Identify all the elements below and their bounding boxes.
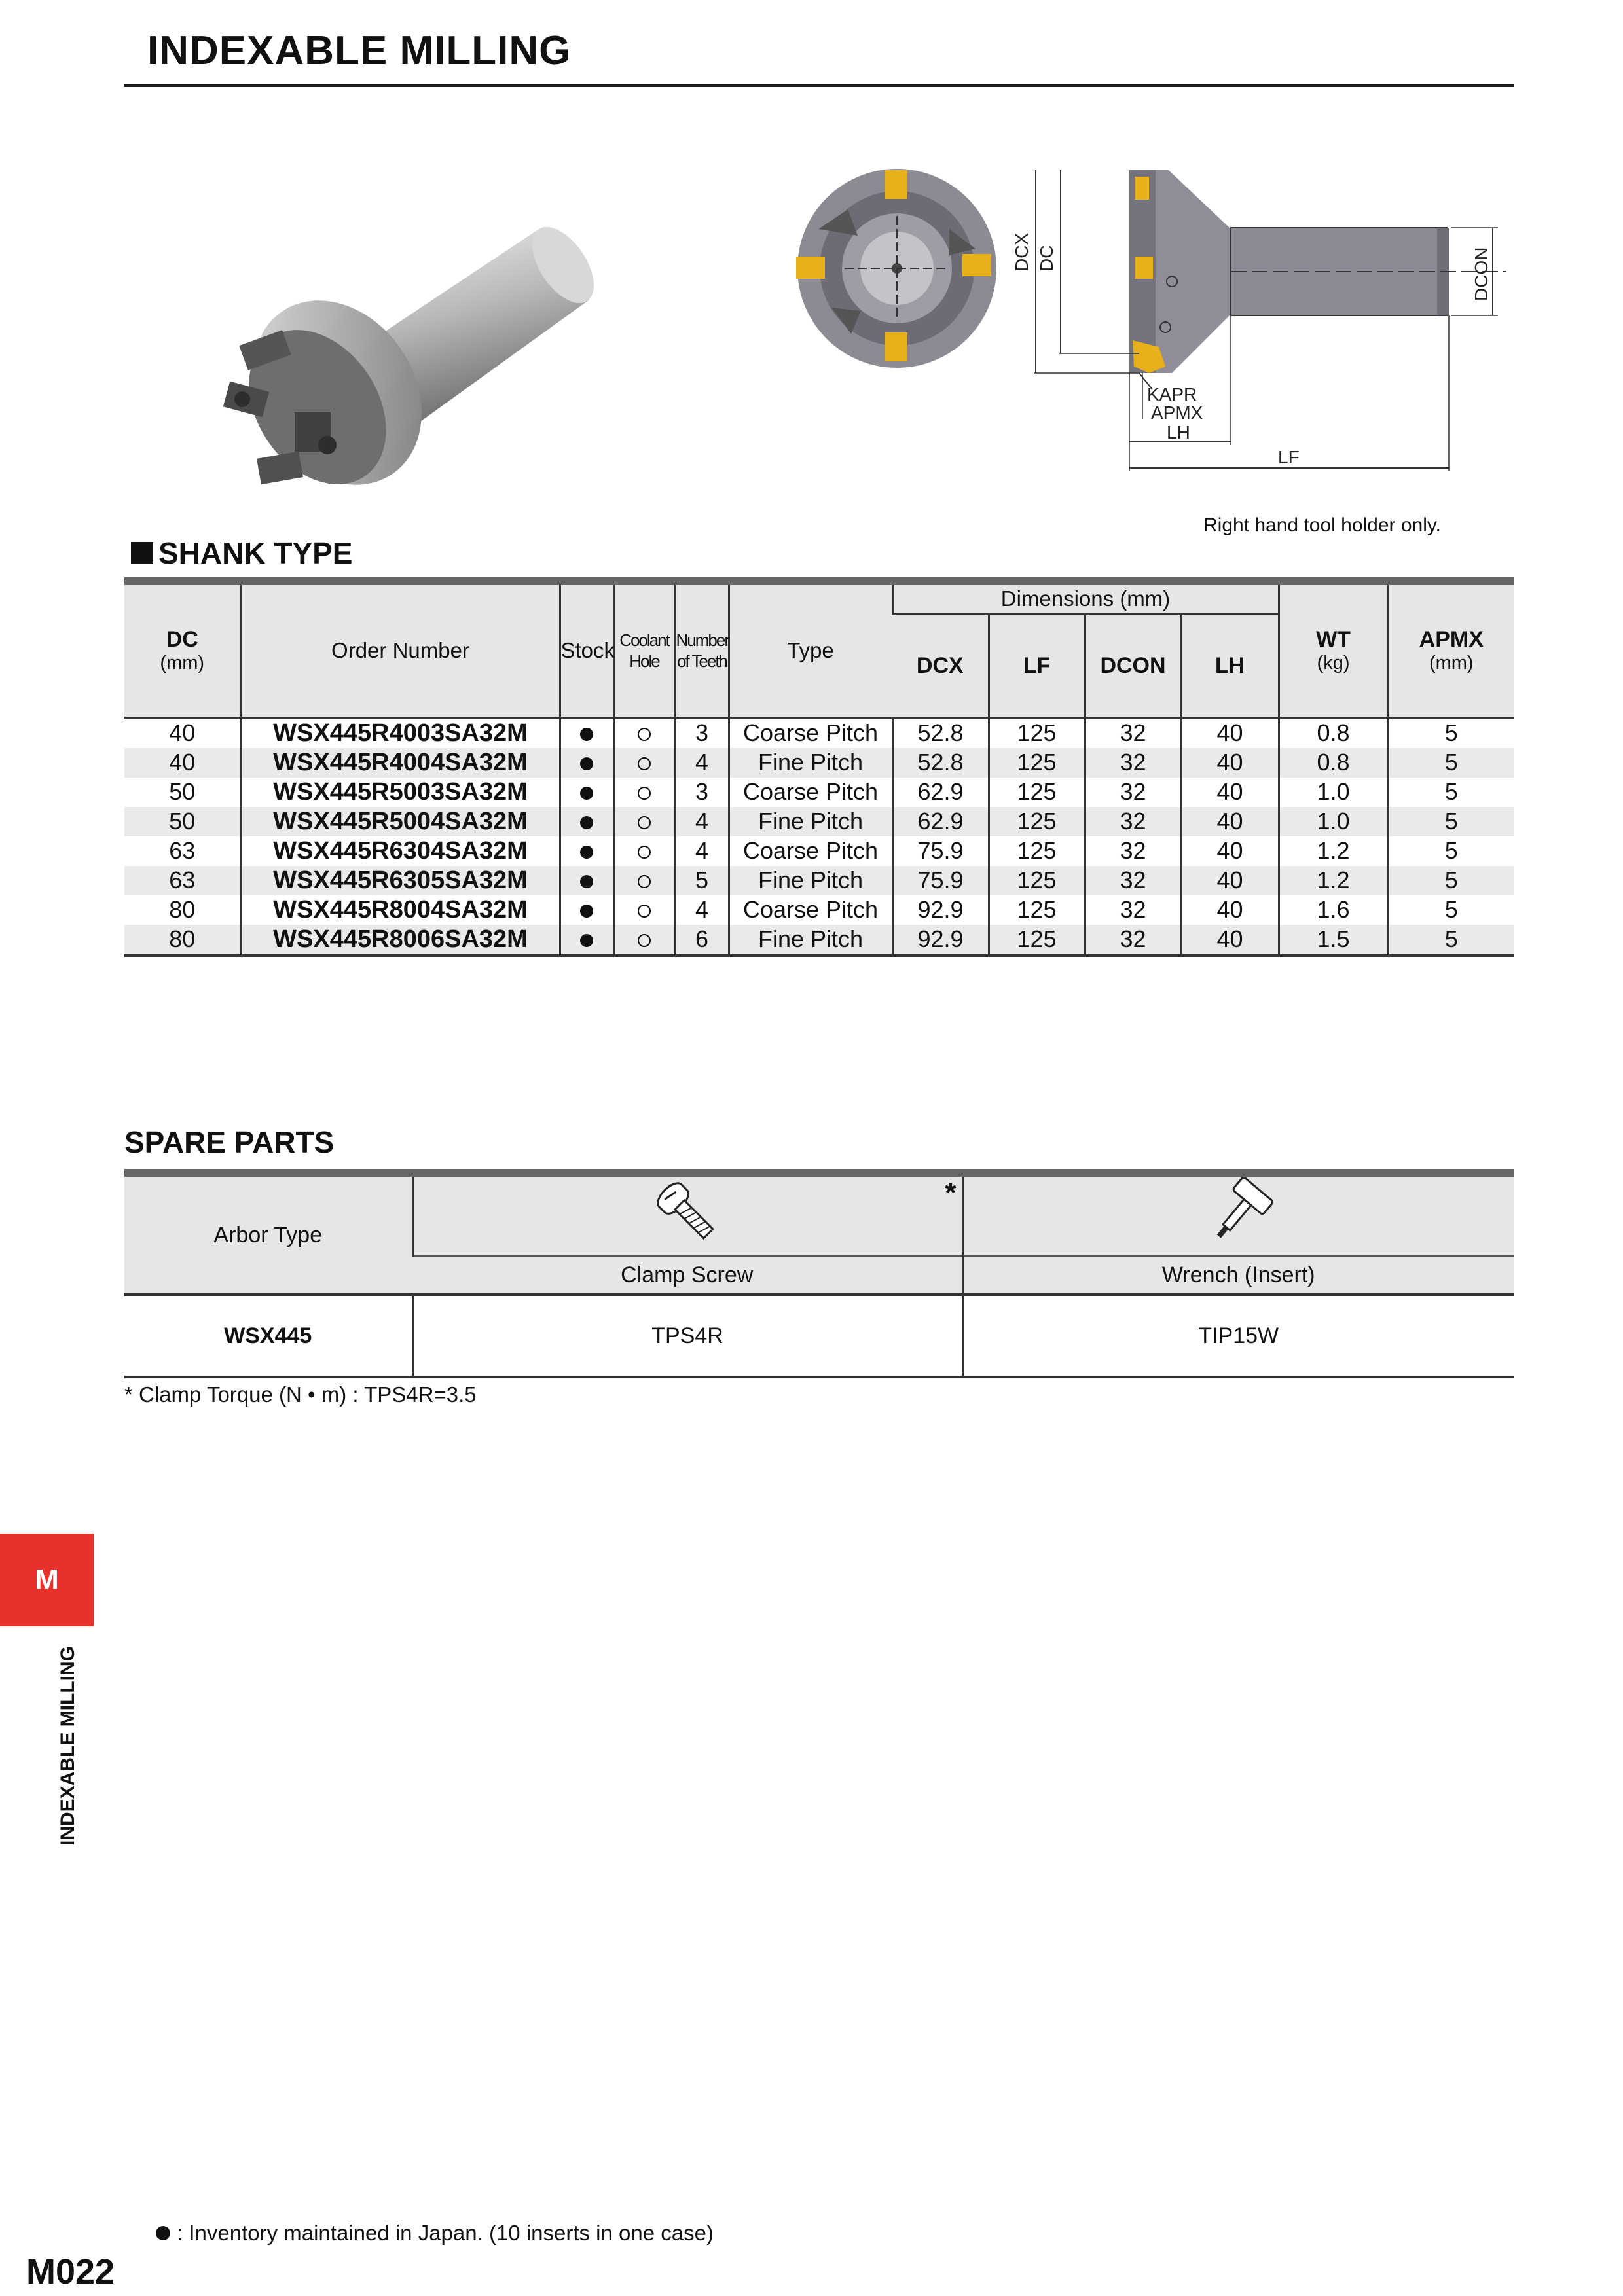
table-row: 80 WSX445R8006SA32M 6 Fine Pitch 92.9 125 32 40 1.5 5 [124, 925, 1514, 956]
wrench-image-cell [962, 1173, 1514, 1256]
coolant-circle-icon [638, 905, 651, 918]
section-square-icon [131, 542, 153, 564]
table-row [124, 1295, 1514, 1377]
shank-title-text: SHANK TYPE [158, 536, 353, 570]
col-dcx: DCX [892, 614, 989, 717]
page-title: INDEXABLE MILLING [147, 28, 572, 73]
stock-dot-icon [580, 816, 593, 829]
title-rule [124, 84, 1514, 87]
label-lh: LH [1167, 422, 1190, 442]
stock-dot-icon [580, 846, 593, 859]
col-teeth: Number of Teeth [675, 581, 729, 717]
label-kapr: KAPR [1147, 384, 1197, 404]
stock-dot-icon [156, 2226, 170, 2240]
side-view-drawing [1008, 157, 1532, 484]
table-row: 50 WSX445R5003SA32M 3 Coarse Pitch 62.9 125 32 40 1.0 5 [124, 778, 1514, 807]
coolant-circle-icon [638, 875, 651, 888]
stock-dot-icon [580, 905, 593, 918]
table-row: 40 WSX445R4003SA32M 3 Coarse Pitch 52.8 125 32 40 0.8 5 [124, 717, 1514, 748]
arbor-type-header: Arbor Type [124, 1173, 412, 1295]
page-number: M022 [26, 2252, 115, 2291]
table-row: 63 WSX445R6304SA32M 4 Coarse Pitch 75.9 125 32 40 1.2 5 [124, 836, 1514, 866]
asterisk-mark: * [945, 1177, 957, 1209]
label-dc: DC [1036, 245, 1057, 272]
clamp-screw-icon [651, 1177, 723, 1249]
coolant-circle-icon [638, 757, 651, 770]
wrench-icon [1203, 1177, 1275, 1249]
front-view-drawing [779, 151, 1021, 393]
arbor-value: WSX445 [124, 1295, 412, 1377]
clamp-screw-image-cell [412, 1173, 962, 1256]
clamp-screw-value: TPS4R [412, 1295, 962, 1377]
stock-dot-icon [580, 757, 593, 770]
stock-dot-icon [580, 728, 593, 741]
coolant-circle-icon [638, 846, 651, 859]
right-hand-note: Right hand tool holder only. [1203, 514, 1442, 536]
col-dcon: DCON [1085, 614, 1181, 717]
col-dimensions: Dimensions (mm) [892, 581, 1279, 614]
coolant-circle-icon [638, 728, 651, 741]
col-stock: Stock [560, 581, 613, 717]
wrench-value: TIP15W [962, 1295, 1514, 1377]
section-tab-m: M [0, 1534, 94, 1626]
col-wt: WT (kg) [1279, 581, 1388, 717]
label-lf: LF [1278, 447, 1300, 467]
table-row: 80 WSX445R8004SA32M 4 Coarse Pitch 92.9 125 32 40 1.6 5 [124, 895, 1514, 925]
coolant-circle-icon [638, 816, 651, 829]
table-row: 63 WSX445R6305SA32M 5 Fine Pitch 75.9 125 32 40 1.2 5 [124, 866, 1514, 895]
inventory-legend [156, 2221, 714, 2246]
coolant-circle-icon [638, 787, 651, 800]
col-lf: LF [989, 614, 1085, 717]
clamp-screw-header: Clamp Screw [412, 1256, 962, 1295]
label-dcon: DCON [1471, 247, 1491, 301]
col-dc: DC (mm) [124, 581, 241, 717]
stock-dot-icon [580, 934, 593, 947]
tool-3d-image [196, 223, 615, 537]
col-apmx: APMX (mm) [1388, 581, 1514, 717]
coolant-circle-icon [638, 934, 651, 947]
stock-dot-icon [580, 787, 593, 800]
col-type: Type [729, 581, 892, 717]
table-row: 40 WSX445R4004SA32M 4 Fine Pitch 52.8 125 32 40 0.8 5 [124, 748, 1514, 778]
label-apmx: APMX [1151, 403, 1203, 423]
wrench-header: Wrench (Insert) [962, 1256, 1514, 1295]
shank-table [124, 577, 1514, 957]
clamp-torque-note: * Clamp Torque (N • m) : TPS4R=3.5 [124, 1382, 477, 1407]
label-dcx: DCX [1012, 232, 1032, 272]
spare-parts-table [124, 1169, 1514, 1378]
side-section-label: INDEXABLE MILLING [57, 1646, 79, 1846]
stock-dot-icon [580, 875, 593, 888]
shank-section-title [131, 535, 352, 571]
col-lh: LH [1181, 614, 1279, 717]
inventory-legend-text: : Inventory maintained in Japan. (10 inserts in one case) [177, 2221, 714, 2245]
col-order-number: Order Number [241, 581, 560, 717]
spare-parts-title: SPARE PARTS [124, 1125, 335, 1159]
col-coolant: Coolant Hole [613, 581, 675, 717]
table-row: 50 WSX445R5004SA32M 4 Fine Pitch 62.9 125 32 40 1.0 5 [124, 807, 1514, 836]
